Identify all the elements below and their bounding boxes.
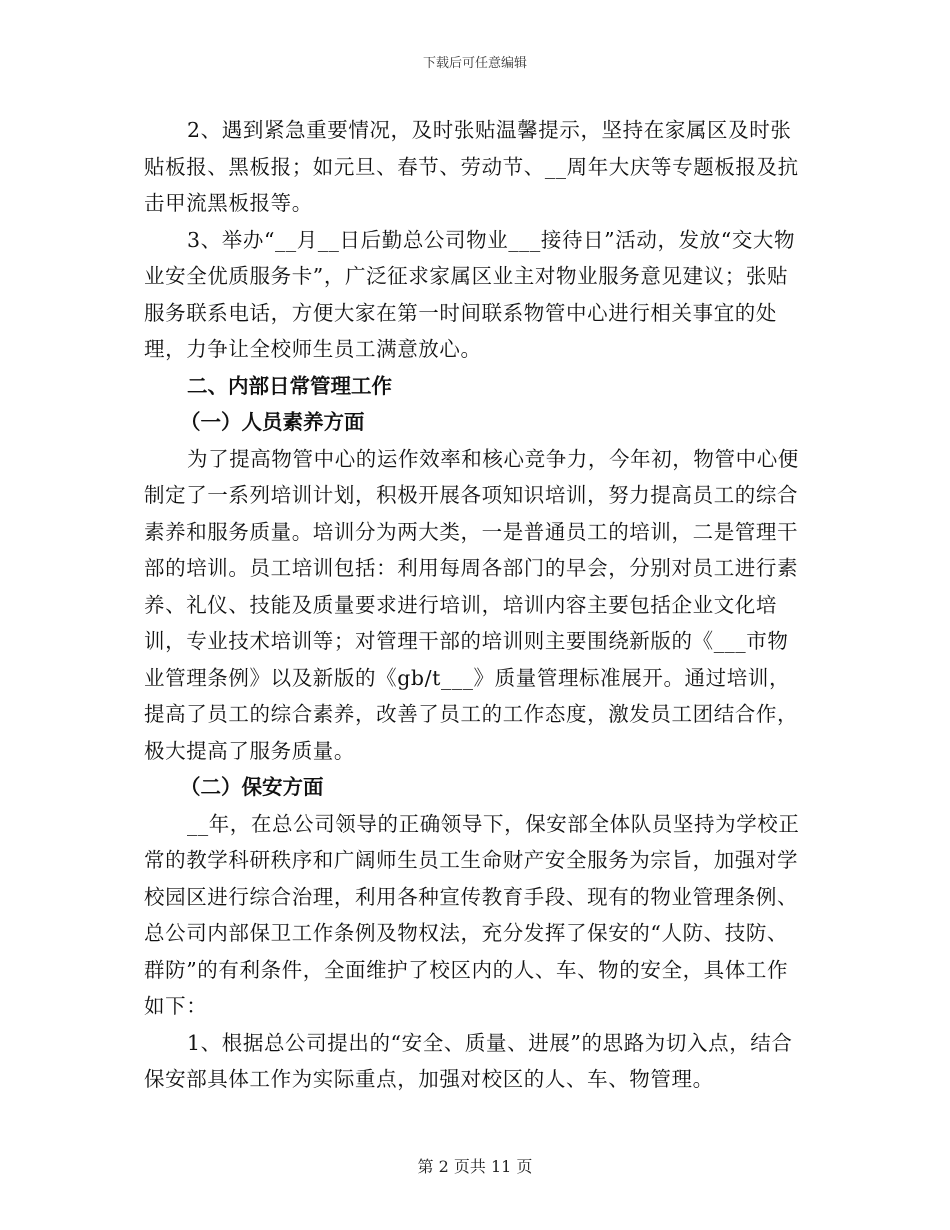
paragraph-item-2: 2、遇到紧急重要情况，及时张贴温馨提示，坚持在家属区及时张贴板报、黑板报；如元旦、春节、劳动节、__周年大庆等专题板报及抗击甲流黑板报等。 <box>144 118 799 215</box>
subsection-heading-security: （二）保安方面 <box>180 775 324 799</box>
paragraph-item-3: 3、举办“__月__日后勤总公司物业___接待日”活动，发放“交大物业安全优质服务卡”，广泛征求家属区业主对物业服务意见建议；张贴服务联系电话，方便大家在第一时间联系物管中心进行相关事宜的处理，力争让全校师生员工满意放心。 <box>144 227 796 361</box>
section-heading-internal-management: 二、内部日常管理工作 <box>187 373 392 398</box>
paragraph-training: 为了提高物管中心的运作效率和核心竞争力，今年初，物管中心便制定了一系列培训计划，积极开展各项知识培训，努力提高员工的综合素养和服务质量。培训分为两大类，一是普通员工的培训，二是管理干部的培训。员工培训包括：利用每周各部门的早会，分别对员工进行素养、礼仪、技能及质量要求进行培训，培训内容主要包括企业文化培训，专业技术培训等；对管理干部的培训则主要围绕新版的《___市物业管理条例》以及新版的《gb/t___》质量管理标准展开。通过培训，提高了员工的综合素养，改善了员工的工作态度，激发员工团结合作，极大提高了服务质量。 <box>144 446 799 763</box>
paragraph-item-1: 1、根据总公司提出的“安全、质量、进展”的思路为切入点，结合保安部具体工作为实际重点，加强对校区的人、车、物管理。 <box>144 1030 793 1091</box>
subsection-heading-personnel: （一）人员素养方面 <box>180 410 365 434</box>
document-body <box>144 112 804 1098</box>
page-header: 下载后可任意编辑 <box>422 56 527 71</box>
paragraph-security-overview: __年，在总公司领导的正确领导下，保安部全体队员坚持为学校正常的教学科研秩序和广阔师生员工生命财产安全服务为宗旨，加强对学校园区进行综合治理，利用各种宣传教育手段、现有的物业管理条例、总公司内部保卫工作条例及物权法，充分发挥了保安的“人防、技防、群防”的有利条件，全面维护了校区内的人、车、物的安全，具体工作如下： <box>144 811 800 1018</box>
page-number: 第 2 页共 11 页 <box>417 1157 533 1176</box>
